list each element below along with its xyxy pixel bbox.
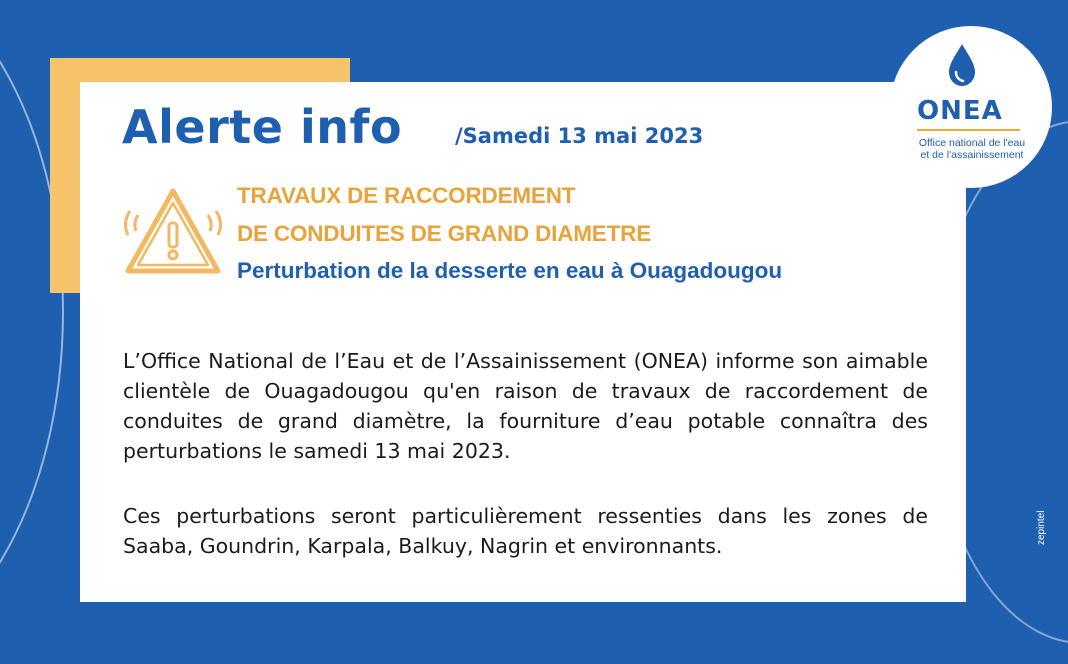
logo-divider — [917, 129, 1020, 131]
page-title: Alerte info — [122, 100, 403, 154]
logo-subtitle-line1: Office national de l'eau — [918, 137, 1026, 149]
body-paragraph-1: L’Office National de l’Eau et de l’Assainissement (ONEA) informe son aimable clientèle de Ouagadougou qu'en raison de travaux de raccordement de conduites de grand diamètre, la fourniture d’eau potable connaîtra des perturbations le samedi 13 mai 2023. — [123, 349, 928, 463]
alert-date: /Samedi 13 mai 2023 — [455, 124, 704, 148]
body-paragraph-2: Ces perturbations seront particulièrement ressenties dans les zones de Saaba, Goundrin, Karpala, Balkuy, Nagrin et environnants. — [123, 504, 928, 558]
alert-subtitle: Perturbation de la desserte en eau à Ouagadougou — [237, 258, 783, 283]
alert-headline-line1: TRAVAUX DE RACCORDEMENT — [237, 183, 576, 208]
photo-credit: zepintel — [1036, 510, 1047, 545]
logo-name: ONEA — [917, 96, 1003, 126]
logo-subtitle-line2: et de l'assainissement — [920, 149, 1024, 161]
water-drop-icon — [945, 42, 979, 88]
alert-headline-line2: DE CONDUITES DE GRAND DIAMETRE — [237, 221, 652, 246]
warning-icon — [118, 183, 228, 283]
